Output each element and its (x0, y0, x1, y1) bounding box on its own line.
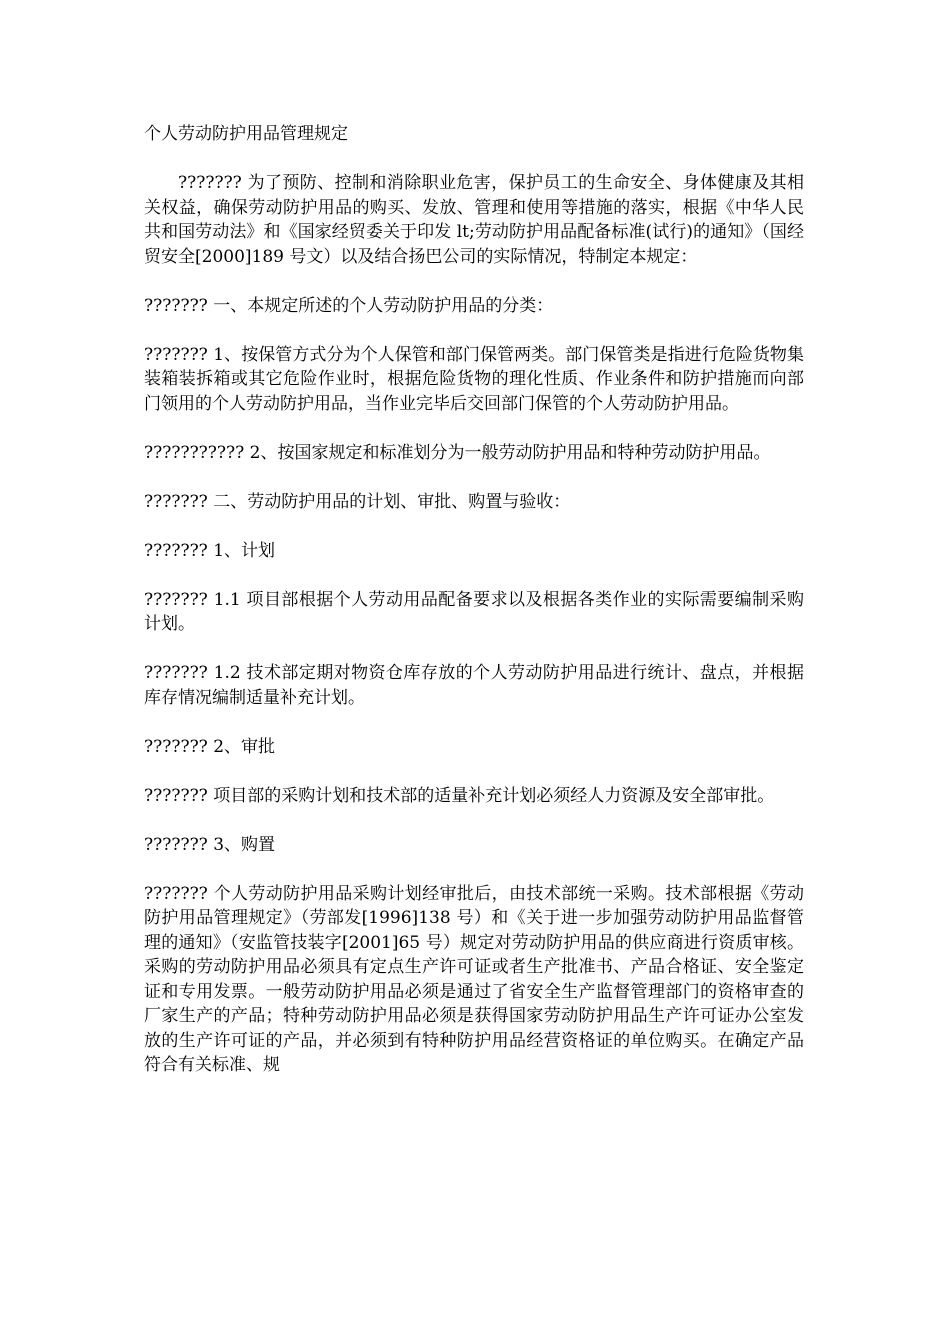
paragraph-purchase: ??????? 个人劳动防护用品采购计划经审批后，由技术部统一采购。技术部根据《劳动防护用品管理规定》（劳部发[1996]138 号）和《关于进一步加强劳动防护用品监督管理的通知》（安监管技装字[2001]65 号）规定对劳动防护用品的供应商进行资质审核。采购的劳动防护用品必须具有定点生产许可证或者生产批准书、产品合格证、安全鉴定证和专用发票。一般劳动防护用品必须是通过了省安全生产监督管理部门的资格审查的厂家生产的产品；特种劳动防护用品必须是获得国家劳动防护用品生产许可证办公室发放的生产许可证的产品，并必须到有特种防护用品经营资格证的单位购买。在确定产品符合有关标准、规 (144, 883, 804, 1075)
paragraph-preamble: ??????? 为了预防、控制和消除职业危害，保护员工的生命安全、身体健康及其相关权益，确保劳动防护用品的购买、发放、管理和使用等措施的落实，根据《中华人民共和国劳动法》和《国家经贸委关于印发 lt;劳动防护用品配备标准(试行)的通知》（国经贸安全[2000]189 号文）以及结合扬巴公司的实际情况，特制定本规定： (144, 173, 804, 267)
subheading-plan: ??????? 1、计划 (144, 540, 276, 561)
subheading-purchase: ??????? 3、购置 (144, 834, 276, 855)
subheading-approval: ??????? 2、审批 (144, 736, 276, 757)
document-title: 个人劳动防护用品管理规定 (144, 124, 348, 144)
section-heading-procurement: ??????? 二、劳动防护用品的计划、审批、购置与验收： (144, 491, 571, 512)
paragraph-plan-1-1: ??????? 1.1 项目部根据个人劳动用品配备要求以及根据各类作业的实际需要编制采购计划。 (144, 589, 804, 634)
section-heading-classification: ??????? 一、本规定所述的个人劳动防护用品的分类： (144, 295, 554, 316)
document-page (144, 122, 804, 1102)
paragraph-approval: ??????? 项目部的采购计划和技术部的适量补充计划必须经人力资源及安全部审批。 (144, 785, 775, 806)
paragraph-plan-1-2: ??????? 1.2 技术部定期对物资仓库存放的个人劳动防护用品进行统计、盘点，并根据库存情况编制适量补充计划。 (144, 663, 804, 708)
paragraph-standard-classification: ??????????? 2、按国家规定和标准划分为一般劳动防护用品和特种劳动防护用品。 (144, 442, 771, 463)
paragraph-storage-classification: ??????? 1、按保管方式分为个人保管和部门保管两类。部门保管类是指进行危险货物集装箱装拆箱或其它危险作业时，根据危险货物的理化性质、作业条件和防护措施而向部门领用的个人劳动防护用品，当作业完毕后交回部门保管的个人劳动防护用品。 (144, 344, 804, 414)
